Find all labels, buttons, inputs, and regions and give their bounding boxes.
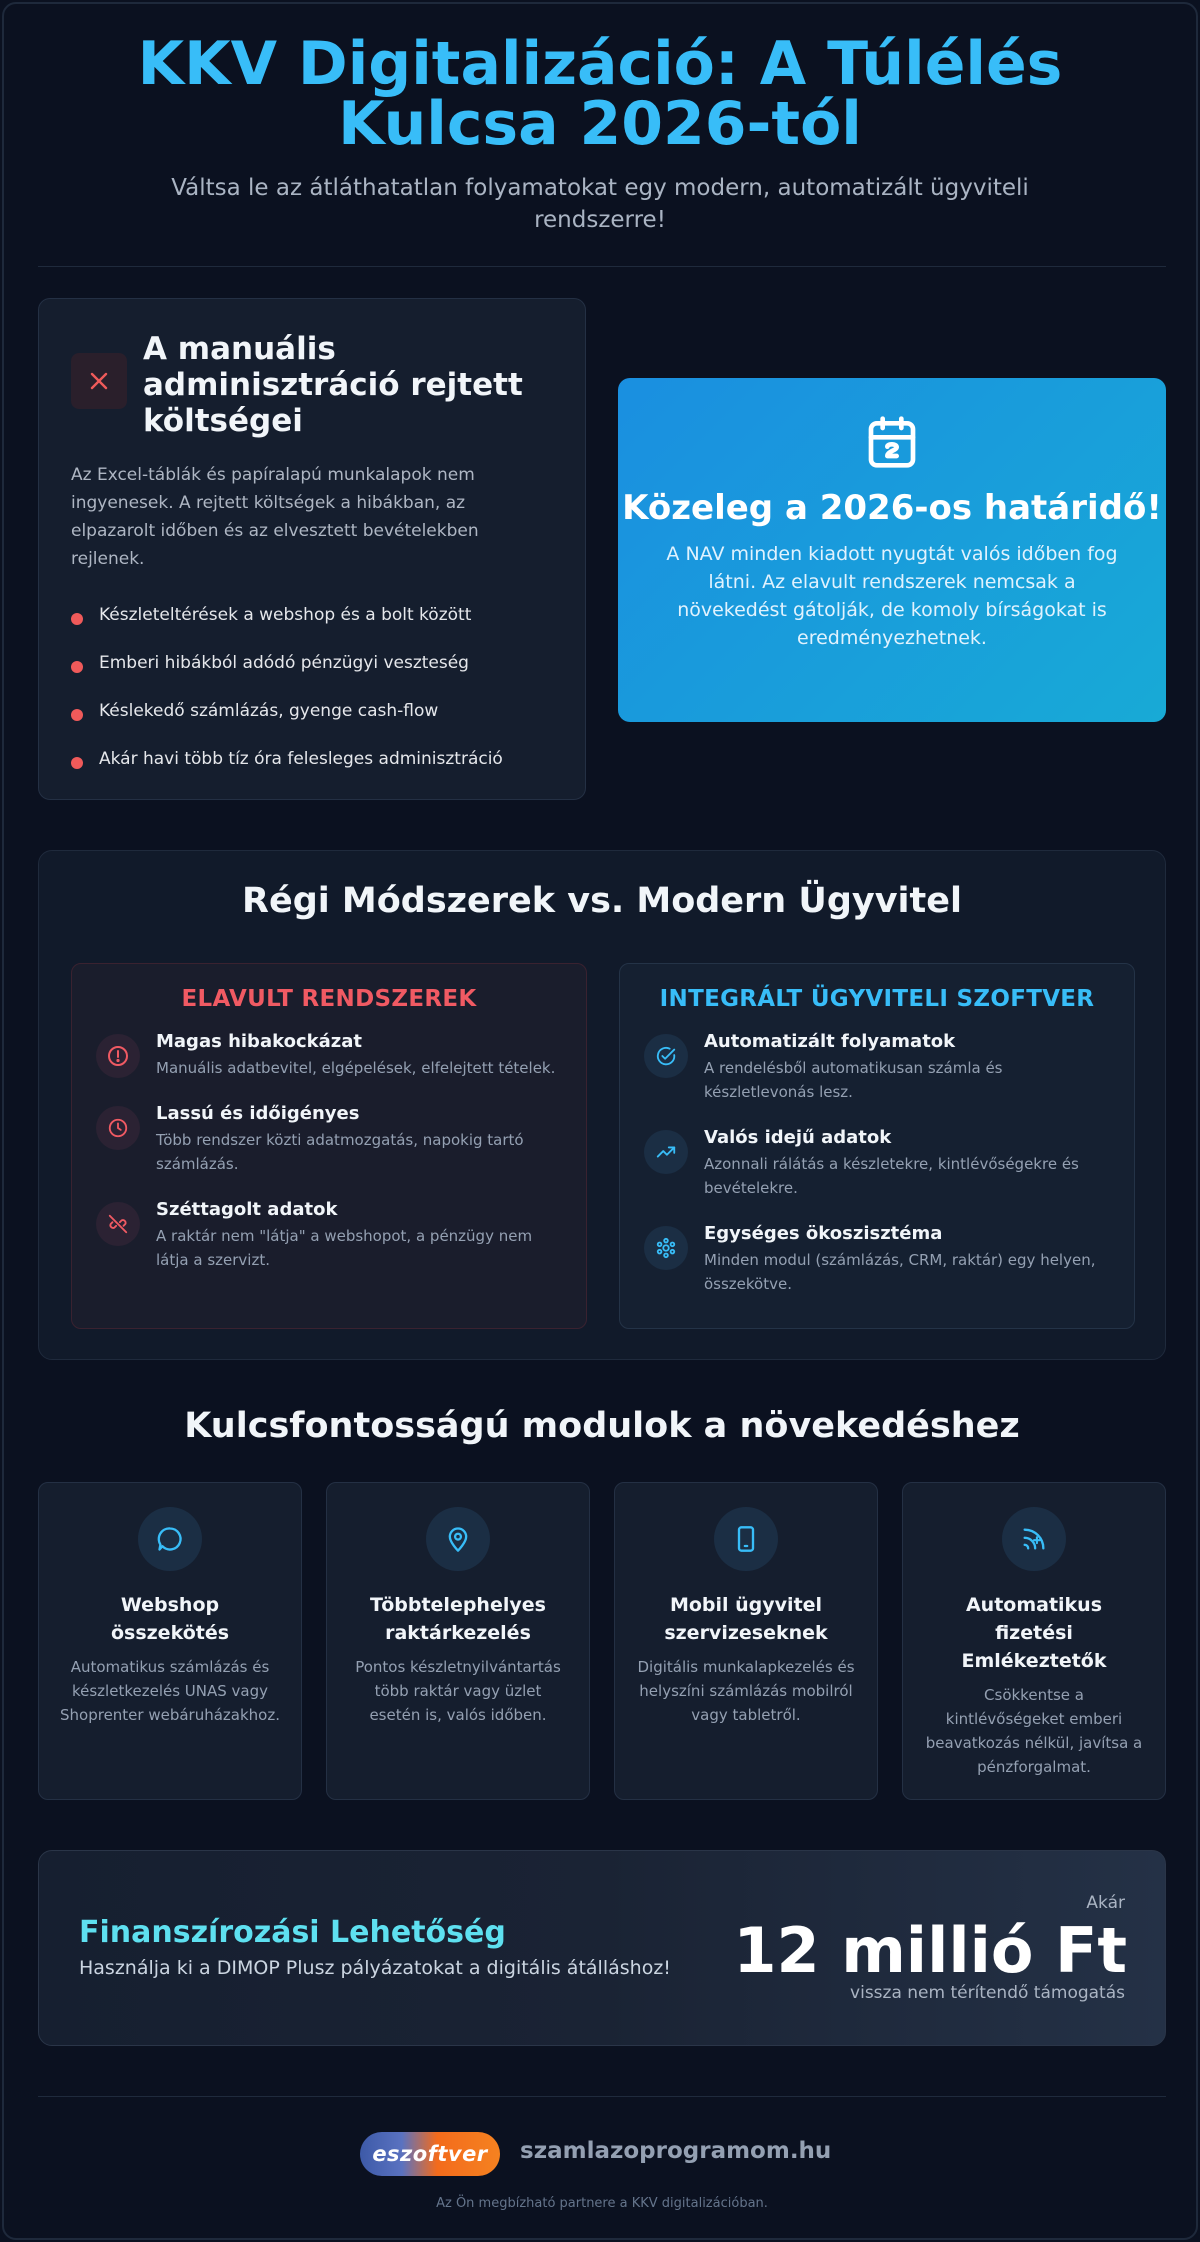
trending-up-icon [644,1130,688,1174]
module-text: Automatikus számlázás és készletkezelés UNAS vagy Shoprenter webáruházakhoz. [60,1658,281,1724]
list-item [71,591,553,639]
module-title: Webshop összekötés [110,1594,230,1644]
comparison-item [96,1198,562,1272]
smartphone-icon [714,1507,778,1571]
module-card-reminders [902,1482,1166,1800]
list-item [71,687,553,735]
comparison-item-text: A raktár nem "látja" a webshopot, a pénzügy nem látja a szervizt. [156,1227,533,1269]
outdated-systems-column [71,963,587,1329]
clock-icon [96,1106,140,1150]
comparison-item-title: Valós idejű adatok [704,1127,892,1148]
divider-bottom [38,2096,1166,2097]
divider-top [38,266,1166,267]
list-item-label: Emberi hibákból adódó pénzügyi veszteség [99,653,469,673]
financing-banner [38,1850,1166,2046]
comparison-item-text: Több rendszer közti adatmozgatás, napokig tartó számlázás. [156,1131,524,1173]
integrated-software-column [619,963,1135,1329]
broken-link-icon [96,1202,140,1246]
financing-subtitle: Használja ki a DIMOP Plusz pályázatokat a digitális átálláshoz! [79,1957,671,1979]
list-item-label: Készleteltérések a webshop és a bolt között [99,605,472,625]
comparison-section [38,850,1166,1360]
brand-logo: eszoftver [360,2132,500,2176]
comparison-item [96,1102,562,1176]
list-item [71,735,553,783]
modules-title: Kulcsfontosságú modulok a növekedéshez [184,1406,1020,1446]
alert-icon [96,1034,140,1078]
comparison-item-title: Lassú és időigényes [156,1103,360,1124]
module-card-warehouse [326,1482,590,1800]
comparison-item-title: Magas hibakockázat [156,1031,362,1052]
map-pin-icon [426,1507,490,1571]
footer-tagline: Az Ön megbízható partnere a KKV digitalizációban. [436,2196,768,2211]
deadline-text: A NAV minden kiadott nyugtát valós időben fog látni. Az elavult rendszerek nemcsak a növekedést gátolják, de komoly bírságokat is eredményezhetnek. [666,543,1118,649]
network-icon [644,1226,688,1270]
comparison-item-text: A rendelésből automatikusan számla és készletlevonás lesz. [704,1059,1003,1101]
comparison-item-text: Minden modul (számlázás, CRM, raktár) egy helyen, összekötve. [704,1251,1096,1293]
calendar-icon [618,412,1166,476]
list-item-label: Késlekedő számlázás, gyenge cash-flow [99,701,439,721]
page-subtitle: Váltsa le az átláthatatlan folyamatokat egy modern, automatizált ügyviteli rendszerre! [171,175,1029,233]
hidden-costs-title: A manuális adminisztráció rejtett költségei [143,331,523,439]
financing-title: Finanszírozási Lehetőség [79,1915,506,1950]
list-item-label: Akár havi több tíz óra felesleges adminisztráció [99,749,503,769]
footer [4,2126,1198,2226]
hidden-costs-card [38,298,586,800]
deadline-card [618,378,1166,722]
bullet-dot [71,613,83,625]
financing-note: vissza nem térítendő támogatás [850,1983,1125,2003]
comparison-item-title: Egységes ökoszisztéma [704,1223,943,1244]
module-text: Pontos készletnyilvántartás több raktár vagy üzlet esetén is, valós időben. [355,1658,561,1724]
rss-icon [1002,1507,1066,1571]
comparison-item [644,1222,1110,1296]
deadline-title: Közeleg a 2026-os határidő! [622,488,1162,528]
hidden-costs-list [71,591,553,783]
comparison-item-text: Azonnali rálátás a készletekre, kintlévőségekre és bevételekre. [704,1155,1079,1197]
bullet-dot [71,661,83,673]
header [4,4,1196,236]
chat-bubble-icon [138,1507,202,1571]
integrated-software-title: INTEGRÁLT ÜGYVITELI SZOFTVER [659,986,1095,1012]
module-title: Mobil ügyvitel szervizeseknek [664,1594,828,1644]
comparison-item [644,1126,1110,1200]
module-title: Többtelephelyes raktárkezelés [370,1594,546,1644]
check-circle-icon [644,1034,688,1078]
website-link[interactable]: szamlazoprogramom.hu [520,2138,832,2164]
comparison-item-text: Manuális adatbevitel, elgépelések, elfelejtett tételek. [156,1059,556,1077]
page-title: KKV Digitalizáció: A Túlélés Kulcsa 2026-tól [137,29,1063,159]
bullet-dot [71,709,83,721]
comparison-item-title: Széttagolt adatok [156,1199,338,1220]
outdated-systems-title: ELAVULT RENDSZEREK [181,986,477,1012]
module-card-webshop [38,1482,302,1800]
financing-amount: 12 millió Ft [733,1914,1127,1987]
list-item [71,639,553,687]
financing-upto-label: Akár [1086,1893,1125,1913]
comparison-title: Régi Módszerek vs. Modern Ügyvitel [242,881,962,921]
comparison-item [644,1030,1110,1104]
comparison-item [96,1030,562,1080]
hidden-costs-description: Az Excel-táblák és papíralapú munkalapok nem ingyenesek. A rejtett költségek a hibákban, az elpazarolt időben és az elvesztett bevételekben rejlenek. [71,465,479,569]
module-title: Automatikus fizetési Emlékeztetők [961,1594,1107,1672]
module-text: Digitális munkalapkezelés és helyszíni számlázás mobilról vagy tabletről. [637,1658,855,1724]
infographic-page [2,2,1198,2240]
bullet-dot [71,757,83,769]
comparison-item-title: Automatizált folyamatok [704,1031,956,1052]
x-icon [71,353,127,409]
module-text: Csökkentse a kintlévőségeket emberi beavatkozás nélkül, javítsa a pénzforgalmat. [925,1686,1143,1776]
module-card-mobile [614,1482,878,1800]
